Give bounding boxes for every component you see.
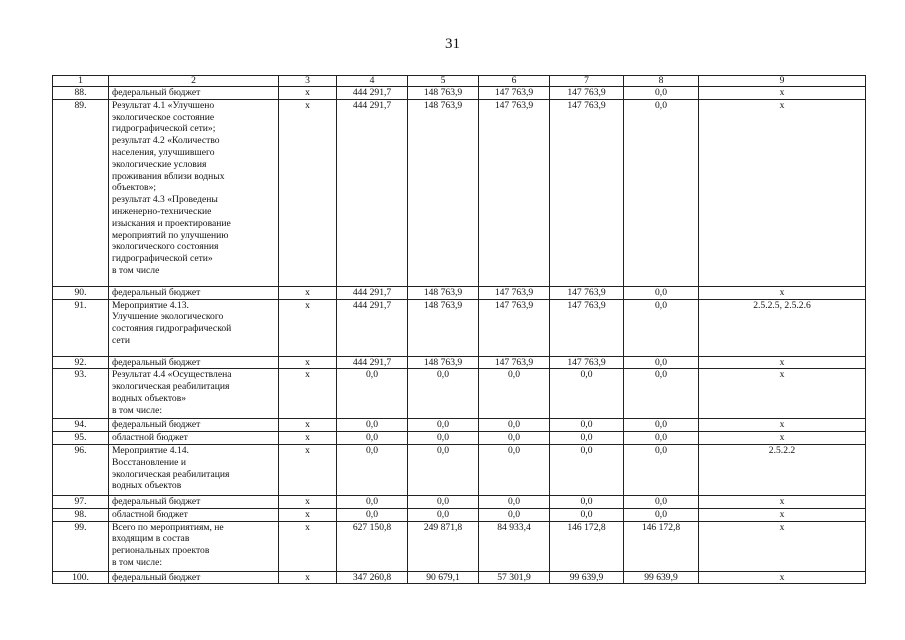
cell-col4: 0,0 bbox=[337, 419, 408, 432]
cell-col4: 444 291,7 bbox=[337, 286, 408, 299]
cell-col8: 0,0 bbox=[624, 432, 699, 445]
table-row bbox=[53, 356, 866, 369]
row-name: Результат 4.4 «Осуществлена экологическая реабилитация водных объектов» в том числе: bbox=[109, 369, 279, 419]
table-row bbox=[53, 99, 866, 286]
row-number: 99. bbox=[53, 521, 109, 571]
column-header: 1 bbox=[53, 76, 109, 87]
row-number: 94. bbox=[53, 419, 109, 432]
table-body bbox=[53, 87, 866, 584]
cell-col7: 147 763,9 bbox=[550, 286, 624, 299]
cell-col7: 0,0 bbox=[550, 444, 624, 495]
cell-col5: 0,0 bbox=[408, 444, 479, 495]
column-header: 5 bbox=[408, 76, 479, 87]
table-row bbox=[53, 369, 866, 419]
cell-col9: 2.5.2.5, 2.5.2.6 bbox=[699, 299, 866, 356]
row-number: 88. bbox=[53, 87, 109, 100]
row-number: 91. bbox=[53, 299, 109, 356]
cell-col9: x bbox=[699, 99, 866, 286]
cell-col8: 0,0 bbox=[624, 87, 699, 100]
table-row bbox=[53, 432, 866, 445]
cell-col6: 0,0 bbox=[479, 369, 550, 419]
column-header: 4 bbox=[337, 76, 408, 87]
row-name: Результат 4.1 «Улучшено экологическое состояние гидрографической сети»; результат 4.2 «Количество населения, улучшившего экологические условия проживания вблизи водных объектов»; результат 4.3 «Проведены инженерно-технические изыскания и проектирование мероприятий по улучшению экологического состояния гидрографической сети» в том числе bbox=[109, 99, 279, 286]
cell-col8: 0,0 bbox=[624, 508, 699, 521]
cell-col5: 148 763,9 bbox=[408, 286, 479, 299]
cell-col3: x bbox=[279, 419, 337, 432]
cell-col6: 0,0 bbox=[479, 432, 550, 445]
cell-col8: 0,0 bbox=[624, 495, 699, 508]
cell-col6: 147 763,9 bbox=[479, 356, 550, 369]
cell-col3: x bbox=[279, 99, 337, 286]
cell-col3: x bbox=[279, 299, 337, 356]
row-name: федеральный бюджет bbox=[109, 356, 279, 369]
cell-col8: 0,0 bbox=[624, 419, 699, 432]
cell-col5: 148 763,9 bbox=[408, 99, 479, 286]
table-row bbox=[53, 419, 866, 432]
cell-col9: x bbox=[699, 87, 866, 100]
cell-col3: x bbox=[279, 356, 337, 369]
cell-col6: 147 763,9 bbox=[479, 99, 550, 286]
row-name: областной бюджет bbox=[109, 508, 279, 521]
cell-col3: x bbox=[279, 508, 337, 521]
row-number: 100. bbox=[53, 571, 109, 584]
row-number: 92. bbox=[53, 356, 109, 369]
column-header: 9 bbox=[699, 76, 866, 87]
row-name: федеральный бюджет bbox=[109, 495, 279, 508]
cell-col8: 146 172,8 bbox=[624, 521, 699, 571]
cell-col4: 347 260,8 bbox=[337, 571, 408, 584]
table-row bbox=[53, 508, 866, 521]
cell-col4: 444 291,7 bbox=[337, 299, 408, 356]
row-number: 96. bbox=[53, 444, 109, 495]
row-number: 93. bbox=[53, 369, 109, 419]
cell-col4: 0,0 bbox=[337, 369, 408, 419]
page-number: 31 bbox=[445, 36, 460, 52]
row-number: 90. bbox=[53, 286, 109, 299]
cell-col3: x bbox=[279, 571, 337, 584]
cell-col7: 147 763,9 bbox=[550, 99, 624, 286]
cell-col6: 0,0 bbox=[479, 444, 550, 495]
cell-col4: 444 291,7 bbox=[337, 356, 408, 369]
cell-col7: 0,0 bbox=[550, 369, 624, 419]
cell-col4: 0,0 bbox=[337, 495, 408, 508]
cell-col3: x bbox=[279, 87, 337, 100]
table-row bbox=[53, 286, 866, 299]
table-row bbox=[53, 299, 866, 356]
cell-col9: x bbox=[699, 521, 866, 571]
cell-col6: 147 763,9 bbox=[479, 299, 550, 356]
cell-col7: 99 639,9 bbox=[550, 571, 624, 584]
cell-col7: 0,0 bbox=[550, 432, 624, 445]
cell-col8: 0,0 bbox=[624, 99, 699, 286]
cell-col8: 0,0 bbox=[624, 356, 699, 369]
cell-col5: 148 763,9 bbox=[408, 87, 479, 100]
cell-col3: x bbox=[279, 286, 337, 299]
cell-col5: 0,0 bbox=[408, 495, 479, 508]
cell-col6: 84 933,4 bbox=[479, 521, 550, 571]
cell-col5: 148 763,9 bbox=[408, 356, 479, 369]
cell-col5: 0,0 bbox=[408, 369, 479, 419]
cell-col4: 0,0 bbox=[337, 432, 408, 445]
row-name: областной бюджет bbox=[109, 432, 279, 445]
cell-col8: 99 639,9 bbox=[624, 571, 699, 584]
cell-col6: 147 763,9 bbox=[479, 87, 550, 100]
row-name: федеральный бюджет bbox=[109, 571, 279, 584]
cell-col6: 57 301,9 bbox=[479, 571, 550, 584]
cell-col4: 627 150,8 bbox=[337, 521, 408, 571]
header-row bbox=[53, 76, 866, 87]
table-row bbox=[53, 571, 866, 584]
cell-col6: 0,0 bbox=[479, 508, 550, 521]
cell-col7: 146 172,8 bbox=[550, 521, 624, 571]
budget-table bbox=[52, 75, 866, 584]
cell-col9: x bbox=[699, 571, 866, 584]
row-name: Мероприятие 4.14. Восстановление и экологическая реабилитация водных объектов bbox=[109, 444, 279, 495]
row-name: федеральный бюджет bbox=[109, 87, 279, 100]
cell-col4: 0,0 bbox=[337, 508, 408, 521]
row-name: Мероприятие 4.13. Улучшение экологического состояния гидрографической сети bbox=[109, 299, 279, 356]
cell-col7: 0,0 bbox=[550, 419, 624, 432]
cell-col5: 0,0 bbox=[408, 508, 479, 521]
cell-col9: x bbox=[699, 419, 866, 432]
cell-col3: x bbox=[279, 369, 337, 419]
cell-col5: 148 763,9 bbox=[408, 299, 479, 356]
cell-col4: 0,0 bbox=[337, 444, 408, 495]
column-header: 7 bbox=[550, 76, 624, 87]
cell-col3: x bbox=[279, 495, 337, 508]
cell-col9: x bbox=[699, 495, 866, 508]
row-number: 89. bbox=[53, 99, 109, 286]
cell-col3: x bbox=[279, 521, 337, 571]
table-row bbox=[53, 87, 866, 100]
cell-col9: 2.5.2.2 bbox=[699, 444, 866, 495]
cell-col6: 147 763,9 bbox=[479, 286, 550, 299]
table-row bbox=[53, 444, 866, 495]
cell-col7: 147 763,9 bbox=[550, 87, 624, 100]
cell-col7: 0,0 bbox=[550, 495, 624, 508]
row-number: 98. bbox=[53, 508, 109, 521]
row-name: федеральный бюджет bbox=[109, 286, 279, 299]
table-row bbox=[53, 521, 866, 571]
column-header: 3 bbox=[279, 76, 337, 87]
column-header: 8 bbox=[624, 76, 699, 87]
column-header: 6 bbox=[479, 76, 550, 87]
cell-col6: 0,0 bbox=[479, 495, 550, 508]
row-name: федеральный бюджет bbox=[109, 419, 279, 432]
cell-col8: 0,0 bbox=[624, 369, 699, 419]
cell-col5: 0,0 bbox=[408, 432, 479, 445]
cell-col5: 90 679,1 bbox=[408, 571, 479, 584]
cell-col8: 0,0 bbox=[624, 444, 699, 495]
cell-col9: x bbox=[699, 508, 866, 521]
row-number: 95. bbox=[53, 432, 109, 445]
cell-col8: 0,0 bbox=[624, 286, 699, 299]
cell-col6: 0,0 bbox=[479, 419, 550, 432]
cell-col7: 147 763,9 bbox=[550, 356, 624, 369]
cell-col9: x bbox=[699, 286, 866, 299]
cell-col7: 0,0 bbox=[550, 508, 624, 521]
row-name: Всего по мероприятиям, не входящим в состав региональных проектов в том числе: bbox=[109, 521, 279, 571]
table-row bbox=[53, 495, 866, 508]
cell-col5: 0,0 bbox=[408, 419, 479, 432]
cell-col4: 444 291,7 bbox=[337, 99, 408, 286]
column-header: 2 bbox=[109, 76, 279, 87]
cell-col9: x bbox=[699, 356, 866, 369]
cell-col3: x bbox=[279, 432, 337, 445]
cell-col3: x bbox=[279, 444, 337, 495]
row-number: 97. bbox=[53, 495, 109, 508]
cell-col7: 147 763,9 bbox=[550, 299, 624, 356]
cell-col8: 0,0 bbox=[624, 299, 699, 356]
cell-col9: x bbox=[699, 432, 866, 445]
cell-col9: x bbox=[699, 369, 866, 419]
cell-col5: 249 871,8 bbox=[408, 521, 479, 571]
cell-col4: 444 291,7 bbox=[337, 87, 408, 100]
